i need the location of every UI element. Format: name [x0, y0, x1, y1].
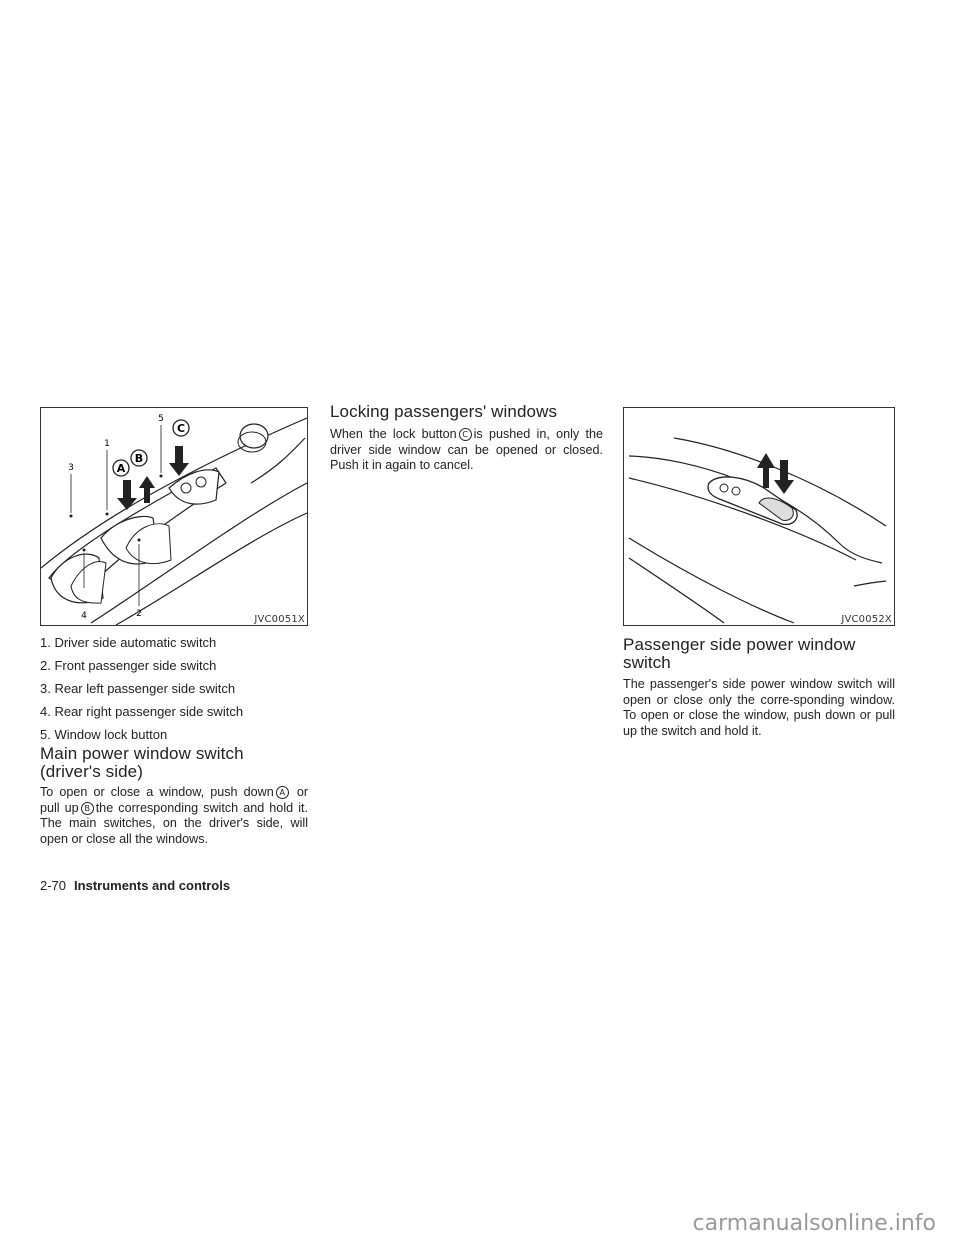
locking-text-1: When the lock button: [330, 427, 457, 441]
figure-passenger-switch: [623, 407, 895, 626]
marker-c: C: [459, 428, 472, 441]
callout-3: 3: [68, 463, 74, 473]
page-footer: [40, 878, 230, 893]
section-title: Instruments and controls: [74, 878, 231, 893]
heading-main-switch: [40, 745, 308, 781]
list-item: 2. Front passenger side switch: [40, 658, 217, 673]
callout-c: C: [176, 422, 186, 435]
heading-main-switch-line2: (driver's side): [40, 762, 143, 781]
marker-b: B: [81, 802, 94, 815]
callout-5: 5: [158, 414, 164, 424]
heading-main-switch-line1: Main power window switch: [40, 744, 244, 763]
main-switch-paragraph: [40, 785, 308, 847]
callout-b: B: [134, 452, 144, 465]
callout-4: 4: [81, 611, 87, 621]
callout-2: 2: [136, 609, 142, 619]
figure-code: JVC0052X: [841, 614, 892, 625]
figure-code: JVC0051X: [254, 614, 305, 625]
heading-locking: Locking passengers' windows: [330, 402, 558, 421]
callout-1: 1: [104, 439, 110, 449]
main-switch-text-2: or pull up: [40, 785, 309, 815]
heading-passenger-line1: Passenger side power window: [623, 635, 856, 654]
heading-passenger-switch: [623, 636, 895, 672]
switch-list: [40, 635, 243, 750]
main-switch-text-1: To open or close a window, push down: [40, 785, 274, 799]
list-item: 4. Rear right passenger side switch: [40, 704, 244, 719]
page-number: 2-70: [40, 878, 67, 893]
list-item: 3. Rear left passenger side switch: [40, 681, 236, 696]
locking-text-2: is pushed in, only the driver side window can be opened or closed. Push it in again to cancel.: [330, 427, 603, 473]
passenger-switch-illustration: [624, 408, 894, 625]
figure-driver-switch: [40, 407, 308, 626]
marker-a: A: [276, 786, 289, 799]
main-switch-text-3: the corresponding switch and hold it. The main switches, on the driver's side, will open or close all the windows.: [40, 800, 308, 846]
list-item: 5. Window lock button: [40, 727, 168, 742]
driver-switch-illustration: [41, 408, 307, 625]
callout-a: A: [116, 462, 126, 475]
heading-passenger-line2: switch: [623, 653, 671, 672]
locking-paragraph: [330, 427, 603, 474]
passenger-paragraph: The passenger's side power window switch will open or close only the corre-sponding window. To open or close the window, push down or pull up the switch and hold it.: [623, 677, 895, 738]
watermark: carmanualsonline.info: [692, 1211, 936, 1236]
list-item: 1. Driver side automatic switch: [40, 635, 217, 650]
